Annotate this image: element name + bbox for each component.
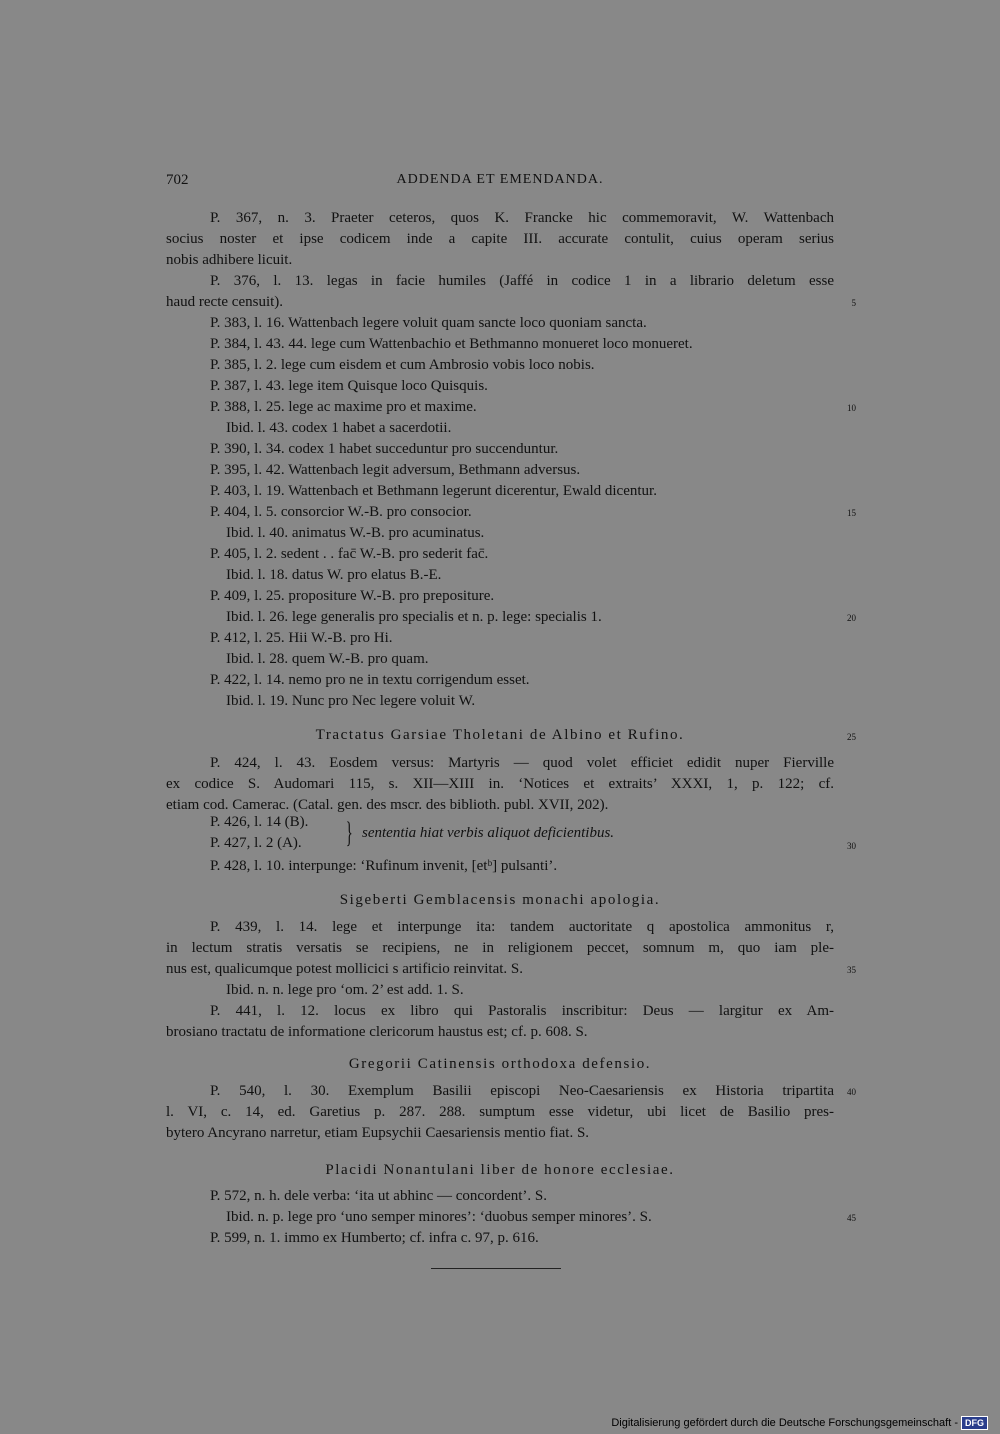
margin-line-number: 35 bbox=[847, 965, 856, 975]
text-line: P. 439, l. 14. lege et interpunge ita: tandem auctoritate q apostolica ammonitus r, bbox=[210, 919, 834, 935]
text-line: P. 409, l. 25. propositure W.-B. pro prepositure. bbox=[210, 588, 495, 604]
text-line: Ibid. n. n. lege pro ‘om. 2’ est add. 1. S. bbox=[226, 982, 464, 998]
brace-line-1: P. 426, l. 14 (B). bbox=[210, 814, 309, 830]
text-line: P. 390, l. 34. codex 1 habet succeduntur pro succenduntur. bbox=[210, 441, 559, 457]
text-line: Ibid. l. 43. codex 1 habet a sacerdotii. bbox=[226, 420, 452, 436]
text-line: P. 376, l. 13. legas in facie humiles (Jaffé in codice 1 in a librario deletum esse bbox=[210, 273, 834, 289]
text-line: P. 387, l. 43. lege item Quisque loco Quisquis. bbox=[210, 378, 488, 394]
brace-entry bbox=[210, 812, 810, 856]
text-line: nobis adhibere licuit. bbox=[166, 252, 293, 268]
text-line: Ibid. l. 40. animatus W.-B. pro acuminatus. bbox=[226, 525, 485, 541]
footer bbox=[611, 1416, 988, 1430]
margin-line-number: 30 bbox=[847, 841, 856, 851]
section-heading: Placidi Nonantulani liber de honore ecclesiae. bbox=[325, 1162, 675, 1178]
margin-line-number: 5 bbox=[851, 298, 856, 308]
page-header bbox=[166, 172, 834, 194]
text-line: in lectum stratis versatis se recipiens, ne in religionem peccet, somnum m, quo iam ple- bbox=[166, 940, 834, 956]
running-title: ADDENDA ET EMENDANDA. bbox=[396, 172, 604, 187]
margin-line-number: 25 bbox=[847, 732, 856, 742]
text-line: P. 422, l. 14. nemo pro ne in textu corrigendum esset. bbox=[210, 672, 530, 688]
text-line: P. 540, l. 30. Exemplum Basilii episcopi Neo-Caesariensis ex Historia tripartita bbox=[210, 1083, 834, 1099]
margin-line-number: 10 bbox=[847, 403, 856, 413]
text-line: P. 383, l. 16. Wattenbach legere voluit quam sancte loco quoniam sancta. bbox=[210, 315, 647, 331]
margin-line-number: 45 bbox=[847, 1213, 856, 1223]
margin-line-number: 40 bbox=[847, 1087, 856, 1097]
text-line: socius noster et ipse codicem inde a capite III. accurate contulit, cuius operam serius bbox=[166, 231, 834, 247]
text-line: P. 599, n. 1. immo ex Humberto; cf. infra c. 97, p. 616. bbox=[210, 1230, 539, 1246]
text-line: bytero Ancyrano narretur, etiam Eupsychii Caesariensis mentio fiat. S. bbox=[166, 1125, 590, 1141]
section-heading: Gregorii Catinensis orthodoxa defensio. bbox=[348, 1056, 652, 1072]
closing-rule bbox=[431, 1268, 561, 1269]
text-line: haud recte censuit). bbox=[166, 294, 284, 310]
text-line: P. 428, l. 10. interpunge: ‘Rufinum invenit, [etᵇ] pulsanti’. bbox=[210, 858, 558, 874]
page-number: 702 bbox=[166, 172, 189, 188]
text-line: P. 412, l. 25. Hii W.-B. pro Hi. bbox=[210, 630, 393, 646]
text-line: ex codice S. Audomari 115, s. XII—XIII in. ‘Notices et extraits’ XXXI, 1, p. 122; cf. bbox=[166, 776, 834, 792]
text-line: P. 395, l. 42. Wattenbach legit adversum, Bethmann adversus. bbox=[210, 462, 581, 478]
text-line: P. 388, l. 25. lege ac maxime pro et maxime. bbox=[210, 399, 477, 415]
text-line: Ibid. l. 26. lege generalis pro specialis et n. p. lege: specialis 1. bbox=[226, 609, 602, 625]
text-line: P. 404, l. 5. consorcior W.-B. pro consocior. bbox=[210, 504, 472, 520]
text-line: P. 405, l. 2. sedent . . fac̄ W.-B. pro sederit fac̄. bbox=[210, 546, 489, 562]
text-line: brosiano tractatu de informatione clericorum haustus est; cf. p. 608. S. bbox=[166, 1024, 588, 1040]
text-line: Ibid. l. 18. datus W. pro elatus B.-E. bbox=[226, 567, 442, 583]
brace-line-2: P. 427, l. 2 (A). bbox=[210, 835, 302, 851]
margin-line-number: 15 bbox=[847, 508, 856, 518]
text-line: Ibid. l. 19. Nunc pro Nec legere voluit W. bbox=[226, 693, 476, 709]
brace-note: sententia hiat verbis aliquot deficientibus. bbox=[362, 825, 615, 841]
text-line: P. 385, l. 2. lege cum eisdem et cum Ambrosio vobis loco nobis. bbox=[210, 357, 595, 373]
text-line: P. 441, l. 12. locus ex libro qui Pastoralis inscribitur: Deus — largitur ex Am- bbox=[210, 1003, 834, 1019]
text-line: P. 367, n. 3. Praeter ceteros, quos K. Francke hic commemoravit, W. Wattenbach bbox=[210, 210, 834, 226]
dfg-logo: DFG bbox=[961, 1416, 988, 1430]
text-line: P. 572, n. h. dele verba: ‘ita ut abhinc — concordent’. S. bbox=[210, 1188, 548, 1204]
text-line: P. 424, l. 43. Eosdem versus: Martyris — quod volet efficiet edidit nuper Fierville bbox=[210, 755, 834, 771]
section-heading: Tractatus Garsiae Tholetani de Albino et Rufino. bbox=[315, 727, 685, 743]
text-line: P. 384, l. 43. 44. lege cum Wattenbachio et Bethmanno monueret loco monueret. bbox=[210, 336, 693, 352]
margin-line-number: 20 bbox=[847, 613, 856, 623]
text-line: etiam cod. Camerac. (Catal. gen. des mscr. des biblioth. publ. XVII, 202). bbox=[166, 797, 609, 813]
text-line: P. 403, l. 19. Wattenbach et Bethmann legerunt dicerentur, Ewald dicentur. bbox=[210, 483, 657, 499]
text-line: Ibid. l. 28. quem W.-B. pro quam. bbox=[226, 651, 429, 667]
curly-brace: } bbox=[345, 816, 353, 849]
text-line: nus est, qualicumque potest mollicici s artificio reinvitat. S. bbox=[166, 961, 524, 977]
text-line: l. VI, c. 14, ed. Garetius p. 287. 288. sumptum esse videtur, ubi licet de Basilio pres- bbox=[166, 1104, 834, 1120]
footer-text: Digitalisierung gefördert durch die Deutsche Forschungsgemeinschaft - bbox=[611, 1417, 958, 1429]
text-line: Ibid. n. p. lege pro ‘uno semper minores’: ‘duobus semper minores’. S. bbox=[226, 1209, 652, 1225]
section-heading: Sigeberti Gemblacensis monachi apologia. bbox=[339, 892, 661, 908]
